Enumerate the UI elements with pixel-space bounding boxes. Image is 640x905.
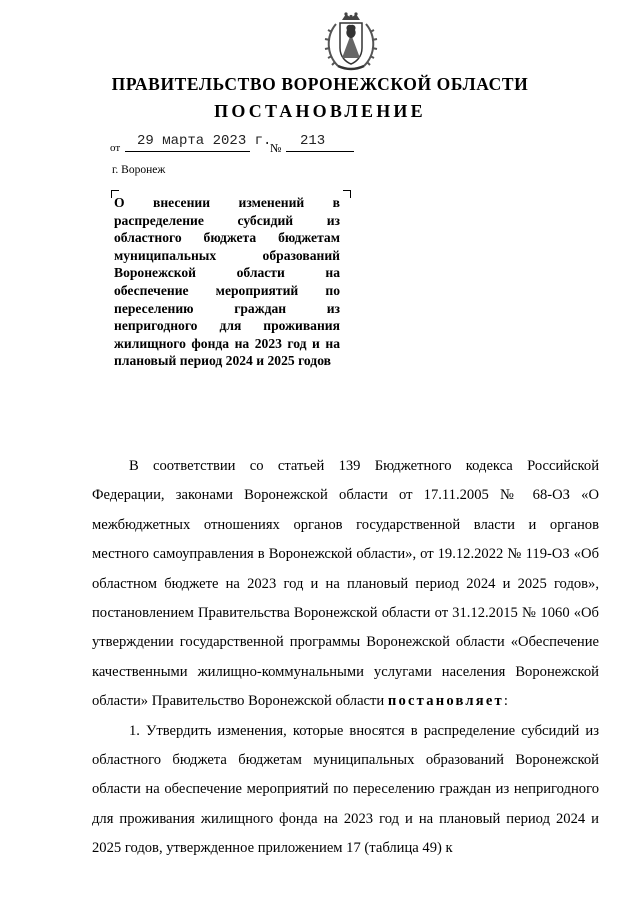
body-paragraph-1 bbox=[92, 452, 599, 717]
government-title: ПРАВИТЕЛЬСТВО ВОРОНЕЖСКОЙ ОБЛАСТИ bbox=[111, 74, 529, 94]
city-label: г. Воронеж bbox=[112, 164, 166, 176]
document-number: 213 bbox=[300, 133, 326, 149]
number-prefix: № bbox=[270, 141, 282, 155]
subject-bracket-right bbox=[343, 190, 351, 198]
number-underline bbox=[286, 151, 354, 152]
document-date: 29 марта 2023 г. bbox=[137, 133, 272, 149]
date-number-row bbox=[110, 133, 370, 157]
document-subject: О внесении изменений в распределение субсидий из областного бюджета бюджетам муниципальных образований Воронежской области на обеспечение мероприятий по переселению граждан из непригодного для проживания жилищного фонда на 2023 год и на плановый период 2024 и 2025 годов bbox=[114, 195, 340, 369]
date-prefix: от bbox=[110, 142, 121, 154]
coat-of-arms-emblem bbox=[322, 10, 380, 72]
resolves-word: постановляет bbox=[387, 693, 504, 710]
date-underline bbox=[125, 151, 250, 152]
document-body bbox=[92, 452, 599, 864]
paragraph-1-end: : bbox=[503, 693, 508, 710]
body-paragraph-2: 1. Утвердить изменения, которые вносятся в распределение субсидий из областного бюджета бюджетам муниципальных образований Воронежской области на обеспечение мероприятий по переселению граждан из непригодного для проживания жилищного фонда на 2023 год и на плановый период 2024 и 2025 годов, утвержденное приложением 17 (таблица 49) к bbox=[92, 722, 599, 857]
document-type-title: ПОСТАНОВЛЕНИЕ bbox=[214, 101, 426, 121]
paragraph-1-text: В соответствии со статьей 139 Бюджетного кодекса Российской Федерации, законами Воронежской области от 17.11.2005 № 68-ОЗ «О межбюджетных отношениях органов государственной власти и органов местного самоуправления в Воронежской области», от 19.12.2022 № 119-ОЗ «Об областном бюджете на 2023 год и на плановый период 2024 и 2025 годов», постановлением Правительства Воронежской области от 31.12.2015 № 1060 «Об утверждении государственной программы Воронежской области «Обеспечение качественными жилищно-коммунальными услугами населения Воронежской области» Правительство Воронежской области bbox=[92, 458, 599, 710]
